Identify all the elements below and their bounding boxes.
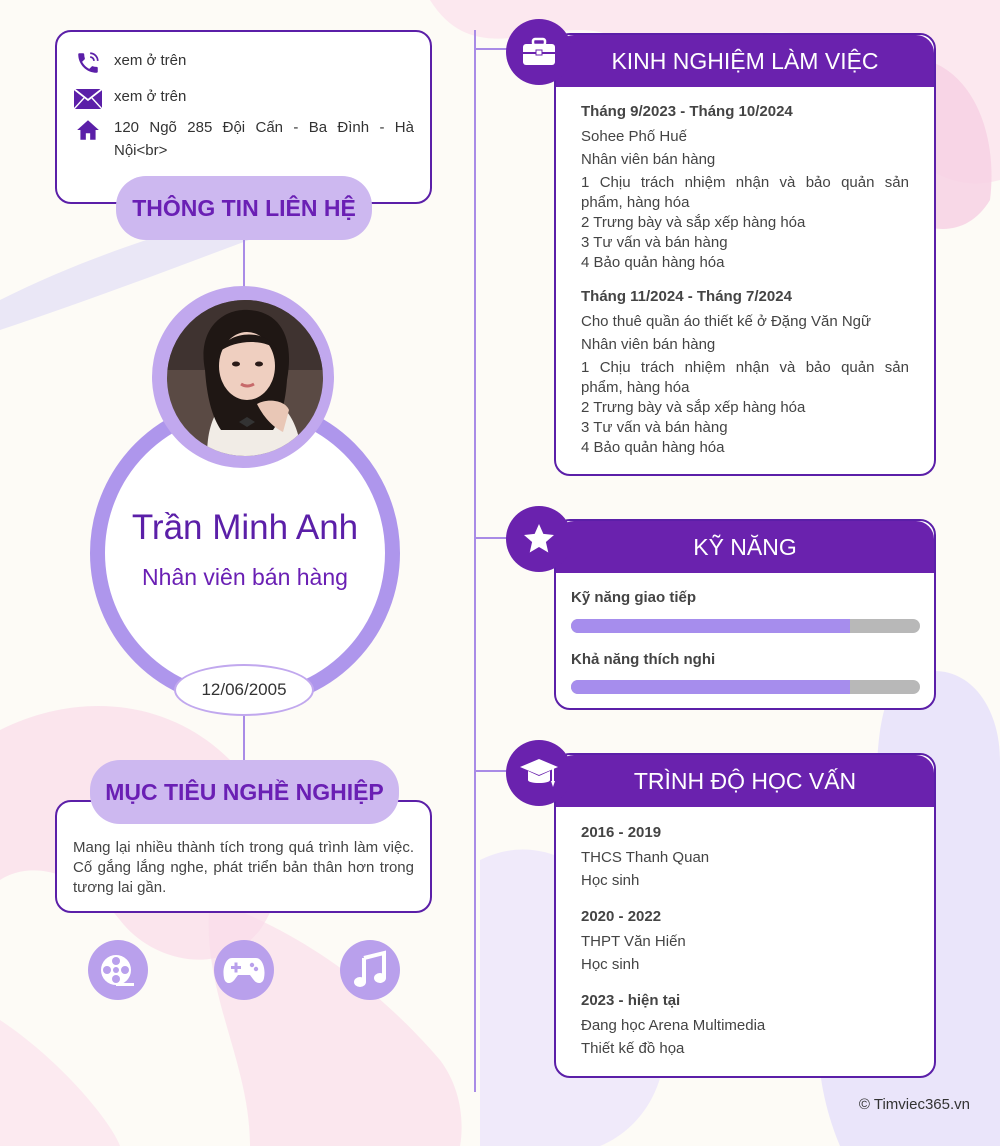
education-item [581,990,909,1062]
skill-bar-fill [571,619,850,633]
experience-duty: 1 Chịu trách nhiệm nhận và bảo quản sản [581,359,909,376]
education-role: Học sinh [581,872,640,889]
music-note-icon [340,940,400,1000]
experience-position: Nhân viên bán hàng [581,336,716,353]
contact-address-line2: Nội<br> [114,142,168,159]
avatar [167,300,323,456]
education-school: THPT Văn Hiến [581,933,686,950]
contact-address-line1: 120 Ngõ 285 Đội Cấn - Ba Đình - Hà [114,119,414,136]
skill-bar [571,619,920,633]
graduation-cap-icon [506,740,572,806]
skills-section [554,519,936,710]
experience-duty: 2 Trưng bày và sắp xếp hàng hóa [581,214,806,231]
contact-heading: THÔNG TIN LIÊN HỆ [116,176,372,240]
experience-period: Tháng 9/2023 - Tháng 10/2024 [581,103,793,120]
home-icon [73,117,103,143]
experience-duty: 2 Trưng bày và sắp xếp hàng hóa [581,399,806,416]
education-period: 2023 - hiện tại [581,992,681,1009]
experience-section [554,33,936,476]
film-reel-icon [88,940,148,1000]
contact-email: xem ở trên [114,88,187,105]
connector-line [243,716,245,760]
education-section [554,753,936,1078]
experience-duty: 1 Chịu trách nhiệm nhận và bảo quản sản [581,174,909,191]
mail-icon [73,86,103,112]
phone-icon [73,50,103,76]
contact-address-row [73,117,414,143]
experience-duty: phẩm, hàng hóa [581,379,690,396]
experience-duty: 3 Tư vấn và bán hàng [581,419,728,436]
experience-item [581,101,909,273]
contact-phone-row [73,50,414,76]
education-heading: TRÌNH ĐỘ HỌC VẤN [556,755,934,807]
experience-duty: phẩm, hàng hóa [581,194,690,211]
education-school: THCS Thanh Quan [581,849,710,866]
experience-company: Cho thuê quần áo thiết kế ở Đặng Văn Ngữ [581,313,872,330]
candidate-title: Nhân viên bán hàng [142,564,348,590]
education-role: Học sinh [581,956,640,973]
contact-phone: xem ở trên [114,52,187,69]
career-goal-heading: MỤC TIÊU NGHỀ NGHIỆP [90,760,399,824]
education-role: Thiết kế đồ họa [581,1040,685,1057]
education-period: 2020 - 2022 [581,908,662,925]
candidate-name: Trần Minh Anh [131,508,359,547]
skill-name: Kỹ năng giao tiếp [571,589,697,606]
gamepad-icon [214,940,274,1000]
experience-heading: KINH NGHIỆM LÀM VIỆC [556,35,934,87]
education-item [581,906,909,978]
experience-period: Tháng 11/2024 - Tháng 7/2024 [581,288,792,305]
skills-heading: KỸ NĂNG [556,521,934,573]
education-school: Đang học Arena Multimedia [581,1017,766,1034]
experience-position: Nhân viên bán hàng [581,151,716,168]
experience-item [581,286,909,458]
career-goal-text: Mang lại nhiều thành tích trong quá trình làm việc. Cố gắng lắng nghe, phát triển bản thân hơn trong tương lai gần. [73,839,414,896]
contact-email-row [73,86,414,112]
experience-company: Sohee Phố Huế [581,128,687,145]
briefcase-icon [506,19,572,85]
skill-bar-fill [571,680,850,694]
skill-bar [571,680,920,694]
education-item [581,822,909,894]
timeline-line [474,30,476,1092]
experience-duty: 3 Tư vấn và bán hàng [581,234,728,251]
star-icon [506,506,572,572]
education-period: 2016 - 2019 [581,824,662,841]
copyright: © Timviec365.vn [858,1096,970,1113]
experience-duty: 4 Bảo quản hàng hóa [581,439,725,456]
experience-duty: 4 Bảo quản hàng hóa [581,254,725,271]
skill-name: Khả năng thích nghi [571,651,716,668]
date-of-birth: 12/06/2005 [174,664,314,716]
